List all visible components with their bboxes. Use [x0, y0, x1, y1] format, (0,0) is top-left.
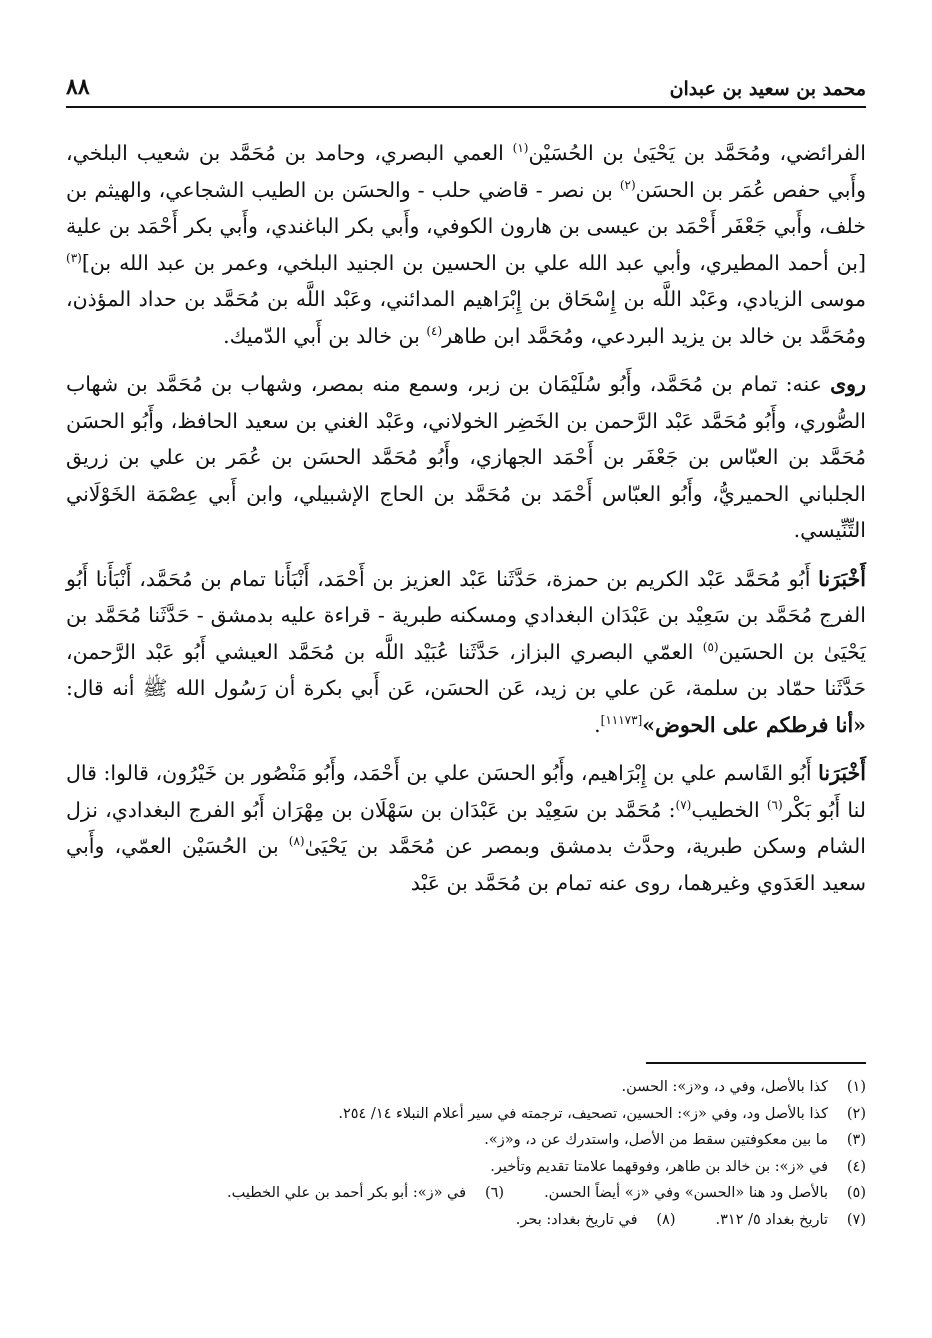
running-title: محمد بن سعيد بن عبدان — [669, 78, 866, 100]
footnote-row — [66, 1101, 866, 1128]
footnote-number: (٧) — [846, 1211, 866, 1228]
footnote-number: (٢) — [846, 1105, 866, 1122]
footnote-text: في «ز»: بن خالد بن طاهر، وفوقهما علامتا تقديم وتأخير. — [490, 1158, 828, 1175]
footnote-marker: (٢) — [619, 177, 636, 192]
text-run: بن نصر - قاضي حلب - والحسَن بن الطيب الشجاعي، والهيثم بن خلف، وأَبي جَعْفَر أَحْمَد بن عيسى بن هارون الكوفي، وأَبي بكر الباغندي، وأَبي بكر أَحْمَد بن علية [بن أحمد المطيري، وأبي عبد الله علي بن الحسين بن الجنيد البلخي، وعمر بن عبد الله بن] — [66, 177, 866, 275]
paragraph-lead-word: روى — [830, 372, 866, 396]
footnote — [338, 1101, 866, 1128]
footnote-text: كذا بالأصل، وفي د، و«ز»: الحسن. — [621, 1079, 828, 1095]
hadith-quote: «أنا فرطكم على الحوض» — [642, 712, 866, 737]
footnote-marker: [١١١٧٣] — [600, 712, 643, 727]
footnote-text: ما بين معكوفتين سقط من الأصل، واستدرك عن د، و«ز». — [484, 1132, 828, 1148]
text-run: بن الحُسَيْن العمّي، وأَبي سعيد العَدَوي وغيرهما، روى عنه تمام بن مُحَمَّد بن عَبْد — [66, 834, 866, 895]
footnote-number: (٥) — [846, 1185, 866, 1201]
text-run: أَبُو مُحَمَّد عَبْد الكريم بن حمزة، حَدَّثَنا عَبْد العزيز بن أَحْمَد، أَنْبَأَنا تمام بن مُحَمَّد، أَنْبَأَنا أَبُو الفرج مُحَمَّد بن سَعِيْد بن عَبْدَان البغدادي ومسكنه طبرية - قراءة عليه بدمشق - حَدَّثَنا مُحَمَّد بن يَحْيَىٰ بن الحسَين — [66, 566, 866, 664]
footnote-number: (٨) — [656, 1211, 676, 1228]
paragraph-lead-word: أَخْبَرَنا — [818, 761, 866, 785]
footnote-marker: (٧) — [675, 797, 692, 812]
footnote-marker: (٣) — [66, 250, 82, 265]
text-run: العمّي البصري البزاز، حَدَّثَنا عُبَيْد اللَّه بن مُحَمَّد العيشي أَبُو عَبْد الرَّحمن، حَدَّثَنا حمّاد بن سلمة، عَن علي بن زيد، عَن الحسَن، عَن أَبي بكرة أن رَسُول الله ﷺ أنه قال: — [66, 639, 866, 700]
paragraph — [66, 561, 866, 744]
footnote-marker: (١) — [512, 141, 529, 156]
footnote-number: (١) — [846, 1079, 866, 1095]
footnote — [490, 1154, 866, 1181]
footnote-row — [66, 1207, 866, 1234]
footnote-text: في «ز»: أبو بكر أحمد بن علي الخطيب. — [227, 1185, 467, 1201]
text-run: عنه: تمام بن مُحَمَّد، وأَبُو سُلَيْمَان بن زبر، وسمع منه بمصر، وشهاب بن مُحَمَّد بن شهاب الصُّوري، وأَبُو مُحَمَّد عَبْد الرَّحمن بن الخَضِر الخولاني، وعَبْد الغني بن سعيد الحافظ، وأَبُو الحسَن مُحَمَّد بن العبّاس بن جَعْفَر بن أَحْمَد الجهازي، وأَبُو مُحَمَّد الحسَن بن عُمَر بن علي بن زريق الجلباني الحميريُّ، وأَبُو العبّاس أَحْمَد بن مُحَمَّد بن الحاج الإشبيلي، وابن أَبي عِصْمَة الخَوْلَاني التِّنِّيسي. — [66, 372, 866, 542]
footnote-number: (٦) — [484, 1185, 505, 1201]
main-text — [66, 135, 866, 913]
footnote-marker: (٤) — [426, 323, 443, 338]
footnote-number: (٣) — [846, 1132, 866, 1148]
footnote-text: بالأصل ود هنا «الحسن» وفي «ز» أيضاً الحسن. — [544, 1185, 828, 1201]
text-run: العمي البصري، وحامد بن مُحَمَّد بن شعيب البلخي، وأَبي حفص عُمَر بن الحسَن — [66, 141, 866, 202]
page-number: ٨٨ — [66, 74, 90, 100]
footnote-row — [66, 1180, 866, 1207]
text-run: : مُحَمَّد بن سَعِيْد بن عَبْدَان بن سَهْلَان بن مِهْرَان أَبُو الفرج البغدادي، نزل الشام وسكن طبرية، وحدَّث بدمشق وبمصر عن مُحَمَّد بن يَحْيَىٰ — [66, 797, 866, 858]
footnote-text: كذا بالأصل ود، وفي «ز»: الحسين، تصحيف، ترجمته في سير أعلام النبلاء ١٤/ ٢٥٤. — [338, 1105, 828, 1122]
text-run: أَبُو القَاسم علي بن إِبْرَاهيم، وأَبُو الحسَن علي بن أَحْمَد، وأَبُو مَنْصُور بن خَيْرُون، قالوا: قال لنا أَبُو بَكْر — [66, 761, 866, 822]
text-run: بن خالد بن أَبي الدّميك. — [223, 323, 427, 348]
footnote — [516, 1207, 676, 1234]
page-header — [66, 62, 866, 108]
footnote — [622, 1074, 866, 1101]
footnote-text: في تاريخ بغداد: بحر. — [515, 1211, 638, 1228]
footnote-divider — [646, 1062, 866, 1064]
footnote — [716, 1207, 866, 1234]
footnote-marker: (٨) — [288, 834, 305, 849]
footnote-text: تاريخ بغداد ٥/ ٣١٢. — [715, 1211, 828, 1228]
footnote — [227, 1180, 504, 1207]
footnote-row — [66, 1074, 866, 1101]
paragraph — [66, 755, 866, 901]
paragraph — [66, 366, 866, 549]
footnotes — [66, 1074, 866, 1233]
footnote-row — [66, 1127, 866, 1154]
text-run: . — [594, 712, 601, 737]
text-run: الخطيب — [691, 797, 767, 822]
footnote-row — [66, 1154, 866, 1181]
footnote-number: (٤) — [846, 1158, 866, 1175]
text-run: الفرائضي، ومُحَمَّد بن يَحْيَىٰ بن الحُسَيْن — [528, 141, 866, 165]
footnote-marker: (٥) — [702, 639, 719, 654]
footnote — [544, 1180, 866, 1207]
footnote — [484, 1127, 866, 1154]
footnote-marker: (٦) — [766, 797, 783, 812]
paragraph-lead-word: أَخْبَرَنا — [818, 566, 866, 591]
text-run: موسى الزيادي، وعَبْد اللَّه بن إِسْحَاق بن إِبْرَاهيم المدائني، وعَبْد اللَّه بن مُحَمَّد بن حداد المؤذن، ومُحَمَّد بن خالد بن يزيد البردعي، ومُحَمَّد ابن طاهر — [66, 287, 866, 348]
paragraph — [66, 135, 866, 354]
